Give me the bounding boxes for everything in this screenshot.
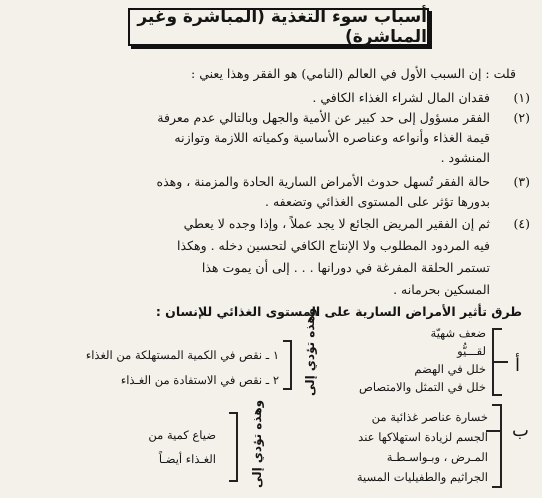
cause-item: المـرض ، وبـواسـطـة — [386, 450, 488, 464]
section-subheading: طرق تأثير الأمراض السارية على المستوى الغذائي للإنسان : — [155, 304, 522, 319]
bracket-b-inner — [236, 412, 238, 482]
item-line: ثم إن الفقير المريض الجائع لا يجد عملاً ، وإذا وجده لا يعطي — [183, 216, 490, 231]
item-number: (٢) — [513, 110, 530, 125]
section-a-letter: أ — [515, 355, 521, 376]
cause-item: خلل في الهضم — [414, 362, 486, 376]
section-b-letter: ب — [512, 420, 529, 441]
side-label-a: وهذه تؤدي إلى — [303, 307, 317, 396]
item-line: قيمة الغذاء وأنواعه وعناصره الأساسية وكمياته اللازمة وتوازنه — [174, 130, 490, 145]
bracket-b-inner-top — [229, 412, 238, 414]
item-number: (٤) — [513, 216, 530, 231]
item-line: فيه المردود المطلوب ولا الإنتاج الكافي لتحسين دخله . وهكذا — [177, 238, 490, 253]
effect-item: ٢ ـ نقص في الاستفادة من الغـذاء — [120, 373, 279, 387]
cause-item: خسارة عناصر غذائية من — [371, 410, 488, 424]
bracket-a-arrow — [494, 361, 508, 363]
item-line: الفقر مسؤول إلى حد كبير عن الأمية والجهل وبالتالي عدم معرفة — [157, 110, 490, 125]
bracket-b-arrow — [486, 430, 500, 432]
bracket-a-inner-top — [283, 340, 292, 342]
item-line: فقدان المال لشراء الغذاء الكافي . — [312, 90, 490, 105]
item-number: (٣) — [513, 174, 530, 189]
bracket-a-top — [492, 328, 502, 330]
cause-item: خلل في التمثل والامتصاص — [359, 380, 486, 394]
item-number: (١) — [513, 90, 530, 105]
item-line: المنشود . — [440, 150, 490, 165]
effect-item: ١ ـ نقص في الكمية المستهلكة من الغذاء — [85, 348, 279, 362]
cause-item: لقـــيُّو — [457, 344, 486, 358]
bracket-b-top — [492, 404, 502, 406]
cause-item: الجراثيم والطفيليات المسية — [356, 470, 488, 484]
effect-item: الغـذاء أيضـاً — [158, 452, 216, 466]
cause-item: ضعف شهيّة — [430, 326, 486, 340]
effect-item: ضياع كمية من — [148, 428, 216, 442]
bracket-a-bottom — [492, 394, 502, 396]
item-line: بدورها تؤثر على المستوى الغذائي وتضعفه . — [265, 194, 490, 209]
side-label-b: وهذه تؤدي إلى — [250, 399, 264, 488]
intro-text: قلت : إن السبب الأول في العالم (النامي) هو الفقر وهذا يعني : — [191, 66, 516, 81]
bracket-b — [500, 404, 502, 488]
bracket-b-bottom — [492, 486, 502, 488]
bracket-b-inner-bottom — [229, 480, 238, 482]
bracket-a-inner-bottom — [283, 388, 292, 390]
cause-item: الجسم لزيادة استهلاكها عند — [358, 430, 488, 444]
item-line: تستمر الحلقة المفرغة في دورانها . . . إلى أن يموت هذا — [201, 260, 490, 275]
page-title: أسباب سوء التغذية (المباشرة وغير المباشرة) — [128, 8, 429, 46]
item-line: المسكين بحرمانه . — [393, 282, 490, 297]
bracket-a-inner — [290, 340, 292, 390]
item-line: حالة الفقر تُسهل حدوث الأمراض السارية الحادة والمزمنة ، وهذه — [156, 174, 490, 189]
